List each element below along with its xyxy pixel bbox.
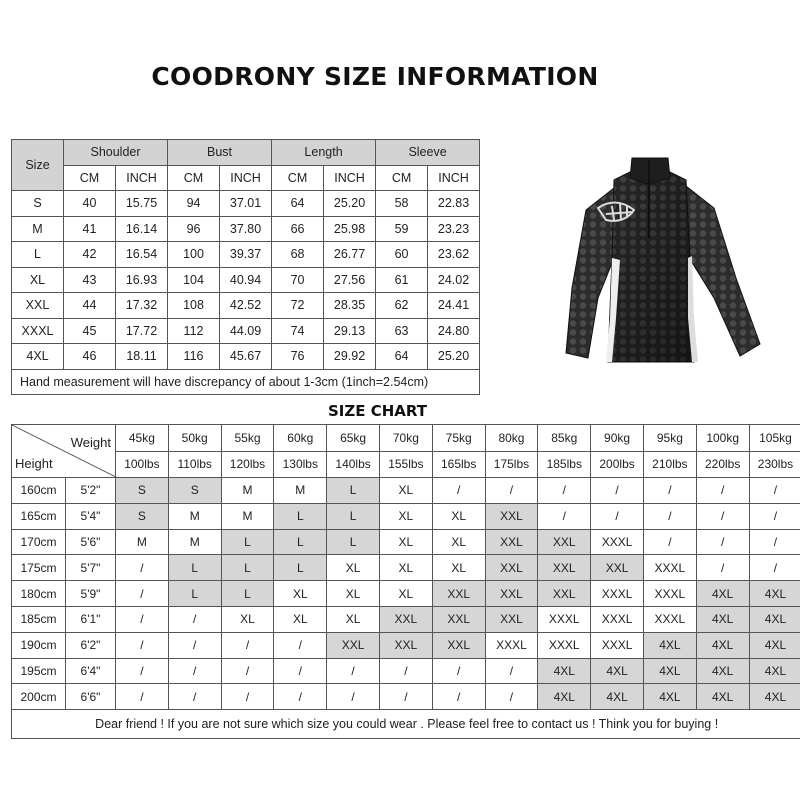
page-title: COODRONY SIZE INFORMATION bbox=[151, 62, 599, 91]
measure-cell: 25.20 bbox=[428, 344, 480, 370]
unit-header: INCH bbox=[428, 165, 480, 191]
unit-header: CM bbox=[376, 165, 428, 191]
size-recommendation-cell: / bbox=[538, 478, 591, 504]
measure-group-header: Shoulder bbox=[64, 140, 168, 166]
weight-kg-header: 60kg bbox=[274, 425, 327, 452]
measure-cell: 25.20 bbox=[324, 191, 376, 217]
size-recommendation-cell: / bbox=[749, 555, 800, 581]
size-recommendation-cell: / bbox=[591, 503, 644, 529]
weight-lbs-header: 200lbs bbox=[591, 451, 644, 478]
size-table-header-row bbox=[12, 140, 480, 166]
height-ft-cell: 5'6" bbox=[66, 529, 116, 555]
size-recommendation-cell: XL bbox=[432, 503, 485, 529]
size-recommendation-cell: XL bbox=[379, 503, 432, 529]
jacket-illustration bbox=[528, 148, 768, 376]
measure-cell: 42 bbox=[64, 242, 116, 268]
size-recommendation-cell: L bbox=[274, 503, 327, 529]
measure-cell: 40.94 bbox=[220, 267, 272, 293]
size-recommendation-cell: / bbox=[116, 684, 169, 710]
size-table-unit-row bbox=[12, 165, 480, 191]
weight-lbs-header: 120lbs bbox=[221, 451, 274, 478]
size-recommendation-cell: / bbox=[168, 658, 221, 684]
measure-cell: 26.77 bbox=[324, 242, 376, 268]
measure-cell: 96 bbox=[168, 216, 220, 242]
measure-cell: 28.35 bbox=[324, 293, 376, 319]
height-cm-cell: 160cm bbox=[12, 478, 66, 504]
size-recommendation-cell: XXL bbox=[591, 555, 644, 581]
weight-lbs-header: 155lbs bbox=[379, 451, 432, 478]
size-recommendation-cell: XL bbox=[432, 555, 485, 581]
size-recommendation-cell: 4XL bbox=[538, 684, 591, 710]
size-recommendation-cell: 4XL bbox=[538, 658, 591, 684]
size-recommendation-cell: / bbox=[327, 684, 380, 710]
table-row bbox=[12, 632, 800, 658]
height-ft-cell: 5'9" bbox=[66, 581, 116, 607]
measure-cell: 24.02 bbox=[428, 267, 480, 293]
unit-header: CM bbox=[272, 165, 324, 191]
size-recommendation-cell: 4XL bbox=[749, 606, 800, 632]
measure-cell: 40 bbox=[64, 191, 116, 217]
measure-cell: 44 bbox=[64, 293, 116, 319]
table-row bbox=[12, 503, 800, 529]
size-recommendation-cell: 4XL bbox=[696, 606, 749, 632]
measure-cell: 39.37 bbox=[220, 242, 272, 268]
size-recommendation-cell: / bbox=[643, 529, 696, 555]
size-recommendation-cell: L bbox=[327, 503, 380, 529]
size-recommendation-cell: / bbox=[116, 555, 169, 581]
measure-cell: 45 bbox=[64, 318, 116, 344]
measure-cell: 76 bbox=[272, 344, 324, 370]
height-cm-cell: 170cm bbox=[12, 529, 66, 555]
size-recommendation-cell: XL bbox=[221, 606, 274, 632]
size-recommendation-cell: / bbox=[432, 684, 485, 710]
size-recommendation-cell: XXXL bbox=[591, 529, 644, 555]
height-cm-cell: 165cm bbox=[12, 503, 66, 529]
measure-cell: 108 bbox=[168, 293, 220, 319]
size-recommendation-cell: XXXL bbox=[643, 555, 696, 581]
measure-cell: 24.80 bbox=[428, 318, 480, 344]
size-chart-title: SIZE CHART bbox=[327, 402, 427, 420]
size-recommendation-cell: / bbox=[379, 658, 432, 684]
size-recommendation-cell: XL bbox=[327, 555, 380, 581]
unit-header: CM bbox=[168, 165, 220, 191]
measure-cell: 70 bbox=[272, 267, 324, 293]
measure-cell: 17.72 bbox=[116, 318, 168, 344]
height-ft-cell: 6'4" bbox=[66, 658, 116, 684]
size-recommendation-cell: S bbox=[116, 478, 169, 504]
size-recommendation-cell: XL bbox=[379, 581, 432, 607]
weight-lbs-header: 230lbs bbox=[749, 451, 800, 478]
size-recommendation-cell: 4XL bbox=[749, 581, 800, 607]
size-recommendation-cell: / bbox=[696, 555, 749, 581]
size-recommendation-cell: / bbox=[274, 632, 327, 658]
size-recommendation-cell: 4XL bbox=[696, 632, 749, 658]
size-recommendation-cell: XL bbox=[432, 529, 485, 555]
measure-cell: 23.62 bbox=[428, 242, 480, 268]
unit-header: INCH bbox=[324, 165, 376, 191]
weight-lbs-header: 100lbs bbox=[116, 451, 169, 478]
table-row bbox=[12, 191, 480, 217]
measure-cell: 68 bbox=[272, 242, 324, 268]
size-recommendation-cell: 4XL bbox=[749, 658, 800, 684]
measure-cell: 64 bbox=[376, 344, 428, 370]
measure-cell: 41 bbox=[64, 216, 116, 242]
measure-cell: 116 bbox=[168, 344, 220, 370]
size-recommendation-cell: L bbox=[221, 529, 274, 555]
size-recommendation-cell: XL bbox=[379, 478, 432, 504]
size-recommendation-cell: / bbox=[749, 529, 800, 555]
weight-lbs-header: 130lbs bbox=[274, 451, 327, 478]
weight-lbs-header: 140lbs bbox=[327, 451, 380, 478]
size-recommendation-cell: / bbox=[485, 684, 538, 710]
weight-kg-header: 100kg bbox=[696, 425, 749, 452]
height-cm-cell: 200cm bbox=[12, 684, 66, 710]
measure-cell: 60 bbox=[376, 242, 428, 268]
height-cm-cell: 180cm bbox=[12, 581, 66, 607]
size-recommendation-cell: / bbox=[485, 478, 538, 504]
size-recommendation-cell: XXL bbox=[432, 632, 485, 658]
measure-cell: 63 bbox=[376, 318, 428, 344]
size-recommendation-cell: XXL bbox=[538, 529, 591, 555]
size-recommendation-cell: XXL bbox=[485, 555, 538, 581]
weight-kg-row bbox=[12, 425, 800, 452]
size-recommendation-cell: / bbox=[643, 478, 696, 504]
weight-kg-header: 50kg bbox=[168, 425, 221, 452]
size-recommendation-cell: XXL bbox=[538, 555, 591, 581]
size-recommendation-cell: / bbox=[749, 478, 800, 504]
size-recommendation-cell: / bbox=[168, 606, 221, 632]
weight-lbs-header: 210lbs bbox=[643, 451, 696, 478]
size-recommendation-cell: / bbox=[221, 632, 274, 658]
measure-cell: 29.13 bbox=[324, 318, 376, 344]
size-recommendation-cell: / bbox=[485, 658, 538, 684]
size-recommendation-cell: XXL bbox=[485, 606, 538, 632]
size-recommendation-cell: XL bbox=[379, 529, 432, 555]
measure-cell: 37.01 bbox=[220, 191, 272, 217]
size-recommendation-cell: / bbox=[116, 632, 169, 658]
height-cm-cell: 190cm bbox=[12, 632, 66, 658]
height-cm-cell: 195cm bbox=[12, 658, 66, 684]
weight-kg-header: 95kg bbox=[643, 425, 696, 452]
size-recommendation-cell: S bbox=[168, 478, 221, 504]
size-recommendation-cell: / bbox=[538, 503, 591, 529]
jacket-product-image bbox=[528, 148, 768, 376]
size-measurement-table bbox=[11, 139, 480, 395]
size-recommendation-cell: / bbox=[591, 478, 644, 504]
measure-cell: 22.83 bbox=[428, 191, 480, 217]
size-recommendation-cell: XXXL bbox=[643, 581, 696, 607]
measure-cell: 61 bbox=[376, 267, 428, 293]
size-recommendation-cell: / bbox=[221, 658, 274, 684]
size-recommendation-cell: XXL bbox=[379, 632, 432, 658]
weight-lbs-row bbox=[12, 451, 800, 478]
table-row bbox=[12, 318, 480, 344]
size-recommendation-cell: / bbox=[432, 478, 485, 504]
size-cell: XL bbox=[12, 267, 64, 293]
measure-cell: 74 bbox=[272, 318, 324, 344]
height-ft-cell: 5'7" bbox=[66, 555, 116, 581]
size-recommendation-cell: M bbox=[116, 529, 169, 555]
size-recommendation-cell: XXL bbox=[432, 606, 485, 632]
table-row bbox=[12, 242, 480, 268]
size-recommendation-cell: XL bbox=[327, 581, 380, 607]
size-cell: S bbox=[12, 191, 64, 217]
size-recommendation-cell: XL bbox=[274, 581, 327, 607]
unit-header: INCH bbox=[116, 165, 168, 191]
height-ft-cell: 6'1" bbox=[66, 606, 116, 632]
size-recommendation-cell: / bbox=[696, 503, 749, 529]
weight-kg-header: 45kg bbox=[116, 425, 169, 452]
size-recommendation-cell: L bbox=[168, 581, 221, 607]
size-recommendation-cell: XXL bbox=[538, 581, 591, 607]
size-recommendation-cell: / bbox=[696, 529, 749, 555]
table-row bbox=[12, 267, 480, 293]
size-recommendation-cell: / bbox=[168, 632, 221, 658]
measure-group-header: Sleeve bbox=[376, 140, 480, 166]
size-recommendation-cell: 4XL bbox=[696, 581, 749, 607]
size-recommendation-cell: / bbox=[327, 658, 380, 684]
size-recommendation-cell: XXXL bbox=[485, 632, 538, 658]
height-label: Height bbox=[15, 456, 53, 471]
size-recommendation-cell: M bbox=[274, 478, 327, 504]
size-recommendation-cell: 4XL bbox=[591, 658, 644, 684]
height-ft-cell: 6'2" bbox=[66, 632, 116, 658]
contact-note: Dear friend ! If you are not sure which size you could wear . Please feel free to contact us ! Think you for buying ! bbox=[12, 710, 800, 739]
size-recommendation-cell: L bbox=[274, 529, 327, 555]
size-recommendation-cell: 4XL bbox=[591, 684, 644, 710]
measure-cell: 72 bbox=[272, 293, 324, 319]
measure-cell: 16.14 bbox=[116, 216, 168, 242]
measurement-note: Hand measurement will have discrepancy of about 1-3cm (1inch=2.54cm) bbox=[12, 369, 480, 395]
size-recommendation-cell: / bbox=[168, 684, 221, 710]
size-recommendation-cell: XXL bbox=[432, 581, 485, 607]
size-cell: 4XL bbox=[12, 344, 64, 370]
table-row bbox=[12, 216, 480, 242]
table-row bbox=[12, 658, 800, 684]
size-recommendation-cell: L bbox=[274, 555, 327, 581]
measure-cell: 29.92 bbox=[324, 344, 376, 370]
measure-cell: 24.41 bbox=[428, 293, 480, 319]
size-recommendation-cell: L bbox=[327, 478, 380, 504]
table-row bbox=[12, 555, 800, 581]
measure-cell: 64 bbox=[272, 191, 324, 217]
size-recommendation-cell: / bbox=[432, 658, 485, 684]
size-recommendation-cell: 4XL bbox=[696, 658, 749, 684]
size-recommendation-cell: / bbox=[379, 684, 432, 710]
measure-cell: 104 bbox=[168, 267, 220, 293]
table-row bbox=[12, 529, 800, 555]
size-recommendation-cell: XXXL bbox=[538, 632, 591, 658]
weight-lbs-header: 165lbs bbox=[432, 451, 485, 478]
table-row bbox=[12, 606, 800, 632]
weight-label: Weight bbox=[70, 435, 111, 450]
weight-lbs-header: 175lbs bbox=[485, 451, 538, 478]
measure-cell: 23.23 bbox=[428, 216, 480, 242]
height-ft-cell: 5'2" bbox=[66, 478, 116, 504]
size-recommendation-cell: L bbox=[327, 529, 380, 555]
measure-group-header: Length bbox=[272, 140, 376, 166]
size-cell: XXXL bbox=[12, 318, 64, 344]
measure-cell: 18.11 bbox=[116, 344, 168, 370]
size-recommendation-cell: XXL bbox=[327, 632, 380, 658]
size-recommendation-cell: / bbox=[643, 503, 696, 529]
measure-cell: 25.98 bbox=[324, 216, 376, 242]
size-recommendation-cell: 4XL bbox=[749, 632, 800, 658]
measure-group-header: Bust bbox=[168, 140, 272, 166]
size-recommendation-cell: L bbox=[221, 555, 274, 581]
size-recommendation-cell: XXXL bbox=[538, 606, 591, 632]
measure-cell: 16.93 bbox=[116, 267, 168, 293]
measure-cell: 42.52 bbox=[220, 293, 272, 319]
size-recommendation-cell: S bbox=[116, 503, 169, 529]
size-recommendation-cell: 4XL bbox=[749, 684, 800, 710]
size-cell: L bbox=[12, 242, 64, 268]
weight-lbs-header: 185lbs bbox=[538, 451, 591, 478]
size-recommendation-cell: M bbox=[221, 503, 274, 529]
weight-lbs-header: 220lbs bbox=[696, 451, 749, 478]
measure-cell: 59 bbox=[376, 216, 428, 242]
measure-cell: 100 bbox=[168, 242, 220, 268]
measure-cell: 94 bbox=[168, 191, 220, 217]
size-recommendation-cell: / bbox=[274, 684, 327, 710]
size-cell: XXL bbox=[12, 293, 64, 319]
size-recommendation-cell: XXXL bbox=[591, 581, 644, 607]
size-recommendation-cell: XXL bbox=[485, 581, 538, 607]
table-row bbox=[12, 581, 800, 607]
height-ft-cell: 6'6" bbox=[66, 684, 116, 710]
measure-cell: 43 bbox=[64, 267, 116, 293]
size-recommendation-cell: L bbox=[221, 581, 274, 607]
size-header: Size bbox=[12, 140, 64, 191]
size-recommendation-cell: XXL bbox=[379, 606, 432, 632]
weight-kg-header: 105kg bbox=[749, 425, 800, 452]
measure-cell: 16.54 bbox=[116, 242, 168, 268]
measure-cell: 112 bbox=[168, 318, 220, 344]
table-row bbox=[12, 344, 480, 370]
weight-kg-header: 90kg bbox=[591, 425, 644, 452]
note-row bbox=[12, 369, 480, 395]
measure-cell: 62 bbox=[376, 293, 428, 319]
table-row bbox=[12, 684, 800, 710]
footer-row bbox=[12, 710, 800, 739]
size-recommendation-cell: 4XL bbox=[643, 658, 696, 684]
size-recommendation-cell: / bbox=[749, 503, 800, 529]
size-recommendation-cell: 4XL bbox=[696, 684, 749, 710]
size-recommendation-cell: M bbox=[168, 503, 221, 529]
size-recommendation-cell: / bbox=[221, 684, 274, 710]
size-recommendation-cell: / bbox=[696, 478, 749, 504]
size-recommendation-cell: XXL bbox=[485, 529, 538, 555]
unit-header: CM bbox=[64, 165, 116, 191]
measure-cell: 66 bbox=[272, 216, 324, 242]
size-recommendation-cell: XXL bbox=[485, 503, 538, 529]
height-cm-cell: 175cm bbox=[12, 555, 66, 581]
size-recommendation-cell: / bbox=[274, 658, 327, 684]
size-recommendation-cell: / bbox=[116, 606, 169, 632]
size-recommendation-cell: M bbox=[168, 529, 221, 555]
weight-kg-header: 55kg bbox=[221, 425, 274, 452]
size-recommendation-cell: XL bbox=[327, 606, 380, 632]
measure-cell: 15.75 bbox=[116, 191, 168, 217]
size-recommendation-cell: 4XL bbox=[643, 684, 696, 710]
size-cell: M bbox=[12, 216, 64, 242]
weight-kg-header: 80kg bbox=[485, 425, 538, 452]
size-recommendation-cell: XL bbox=[379, 555, 432, 581]
measure-cell: 37.80 bbox=[220, 216, 272, 242]
table-row bbox=[12, 293, 480, 319]
size-recommendation-cell: M bbox=[221, 478, 274, 504]
size-recommendation-cell: XXXL bbox=[591, 632, 644, 658]
weight-lbs-header: 110lbs bbox=[168, 451, 221, 478]
size-recommendation-cell: / bbox=[116, 581, 169, 607]
height-cm-cell: 185cm bbox=[12, 606, 66, 632]
size-recommendation-cell: / bbox=[116, 658, 169, 684]
measure-cell: 17.32 bbox=[116, 293, 168, 319]
size-recommendation-cell: XXXL bbox=[643, 606, 696, 632]
weight-kg-header: 85kg bbox=[538, 425, 591, 452]
weight-kg-header: 75kg bbox=[432, 425, 485, 452]
weight-kg-header: 70kg bbox=[379, 425, 432, 452]
size-recommendation-cell: 4XL bbox=[643, 632, 696, 658]
size-chart-table bbox=[11, 424, 800, 739]
measure-cell: 46 bbox=[64, 344, 116, 370]
measure-cell: 44.09 bbox=[220, 318, 272, 344]
size-recommendation-cell: L bbox=[168, 555, 221, 581]
weight-kg-header: 65kg bbox=[327, 425, 380, 452]
size-recommendation-cell: XL bbox=[274, 606, 327, 632]
measure-cell: 45.67 bbox=[220, 344, 272, 370]
size-recommendation-cell: XXXL bbox=[591, 606, 644, 632]
table-row bbox=[12, 478, 800, 504]
weight-height-corner bbox=[12, 425, 116, 478]
measure-cell: 58 bbox=[376, 191, 428, 217]
measure-cell: 27.56 bbox=[324, 267, 376, 293]
unit-header: INCH bbox=[220, 165, 272, 191]
height-ft-cell: 5'4" bbox=[66, 503, 116, 529]
